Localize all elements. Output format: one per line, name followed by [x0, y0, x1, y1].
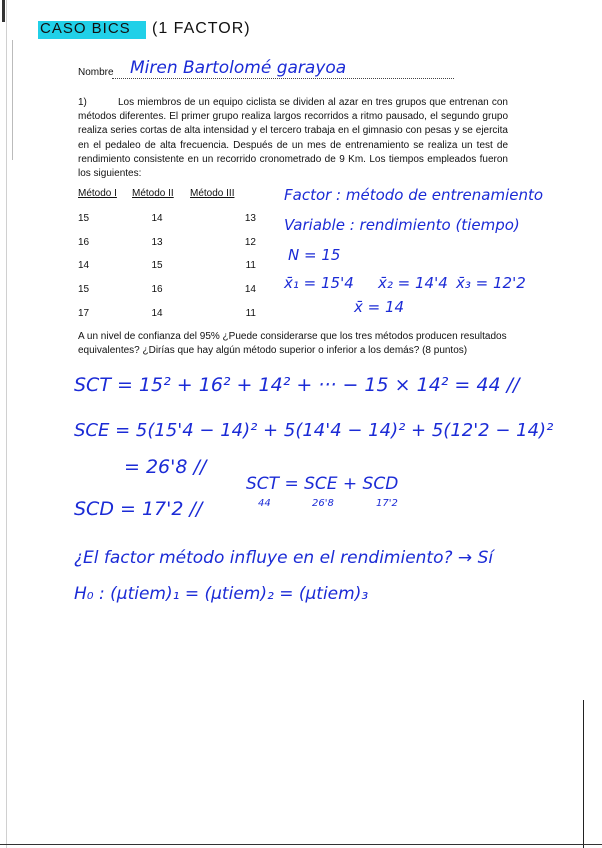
table-cell: 14 — [151, 213, 163, 225]
work-sce: SCE = 5(15'4 − 14)² + 5(14'4 − 14)² + 5(12'2 − 14)² — [74, 420, 554, 441]
table-row — [74, 301, 264, 325]
table-cell: 13 — [151, 236, 163, 248]
table-cell: 13 — [244, 213, 256, 225]
table-row — [74, 231, 264, 255]
table-cell: 12 — [244, 236, 256, 248]
problem-text: Los miembros de un equipo ciclista se dividen al azar en tres grupos que entrenan con métodos diferentes. El primer grupo realiza largos recorridos a ritmo pausado, el segundo grupo realiza series cortas de alta intensidad y el tercero trabaja en el gimnasio con pesas y se ejercita en el pedaleo de alta frecuencia. Después de un mes de entrenamiento se realiza un test de rendimiento consistente en un recorrido cronometrado de 9 Km. Los tiempos empleados fueron los siguientes: — [78, 97, 508, 180]
table-row — [74, 254, 264, 278]
student-name: Miren Bartolomé garayoa — [130, 58, 347, 78]
note-mean-2: x̄₂ = 14'4 — [378, 274, 448, 292]
work-h0: H₀ : (μtiem)₁ = (μtiem)₂ = (μtiem)₃ — [74, 584, 369, 604]
page-edge-left — [6, 0, 7, 848]
decomp-scd-value: 17'2 — [376, 498, 398, 509]
decomp-sct-value: 44 — [258, 498, 271, 509]
note-n: N = 15 — [288, 246, 341, 264]
name-label-text: Nombre — [78, 67, 114, 78]
name-dotted-line — [112, 78, 454, 79]
table-cell: 15 — [78, 284, 90, 296]
note-variable: Variable : rendimiento (tiempo) — [284, 216, 520, 234]
note-grand-mean: x̄ = 14 — [354, 298, 405, 316]
note-factor: Factor : método de entrenamiento — [284, 186, 544, 204]
table-cell: 15 — [151, 260, 163, 272]
page-edge-right — [583, 700, 584, 848]
table-row — [74, 278, 264, 302]
table-cell: 11 — [245, 307, 256, 319]
page-title: CASO BICS — [40, 20, 131, 37]
column-header: Método I — [78, 188, 117, 199]
table-header-row — [74, 188, 264, 207]
table-cell: 14 — [78, 260, 90, 272]
work-sce-result: = 26'8 // — [124, 456, 207, 478]
work-decomposition: SCT = SCE + SCD — [246, 474, 399, 494]
table-cell: 16 — [151, 284, 163, 296]
scan-edge-mark — [2, 0, 5, 22]
work-question: ¿El factor método influye en el rendimiento? → Sí — [74, 548, 494, 568]
table-cell: 16 — [78, 236, 90, 248]
column-header: Método III — [190, 188, 235, 199]
table-cell: 15 — [78, 213, 90, 225]
page-edge-shadow — [12, 40, 13, 160]
page-subtitle: (1 FACTOR) — [152, 20, 251, 37]
column-header: Método II — [132, 188, 174, 199]
question-text: A un nivel de confianza del 95% ¿Puede considerarse que los tres métodos producen resultados equivalentes? ¿Dirías que hay algún método superior o inferior a los demás? (8 puntos) — [78, 331, 507, 356]
problem-number: 1) — [78, 97, 87, 108]
work-sct: SCT = 15² + 16² + 14² + ··· − 15 × 14² = 44 // — [74, 374, 520, 396]
decomp-sce-value: 26'8 — [312, 498, 334, 509]
page-edge-bottom — [0, 844, 602, 845]
table-cell: 14 — [244, 284, 256, 296]
work-scd: SCD = 17'2 // — [74, 498, 203, 520]
problem-statement — [78, 96, 508, 181]
table-cell: 11 — [245, 260, 256, 272]
table-row — [74, 207, 264, 231]
table-cell: 17 — [78, 307, 90, 319]
note-mean-3: x̄₃ = 12'2 — [456, 274, 526, 292]
times-table — [74, 188, 264, 325]
table-cell: 14 — [151, 307, 163, 319]
note-mean-1: x̄₁ = 15'4 — [284, 274, 354, 292]
name-label — [78, 67, 114, 78]
